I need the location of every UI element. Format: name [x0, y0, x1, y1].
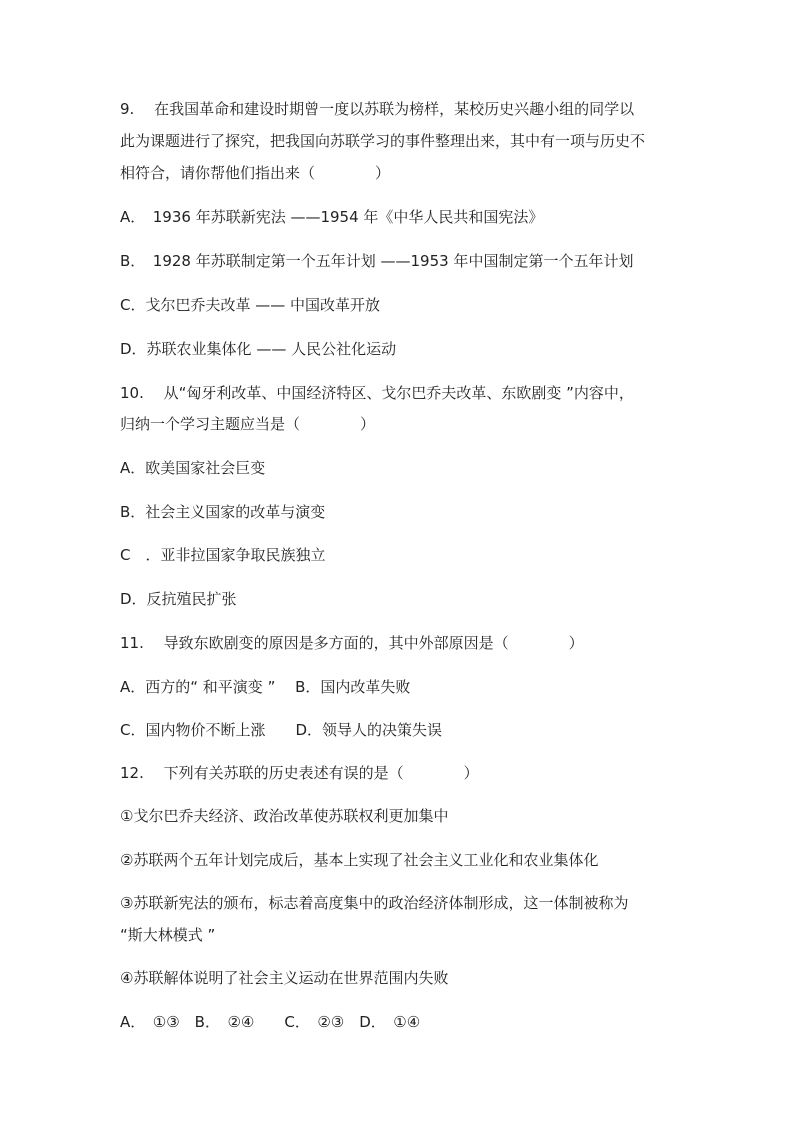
q9-stem-line-2: 此为课题进行了探究，把我国向苏联学习的事件整理出来，其中有一项与历史不 [120, 132, 646, 150]
q12-item-2: ②苏联两个五年计划完成后，基本上实现了社会主义工业化和农业集体化 [120, 851, 599, 869]
q9-stem-line-3: 相符合，请你帮他们指出来（ ） [120, 164, 391, 182]
q12-item-3-line-1: ③苏联新宪法的颁布，标志着高度集中的政治经济体制形成，这一体制被称为 [120, 894, 629, 912]
q9-option-a: A． 1936 年苏联新宪法 ——1954 年《中华人民共和国宪法》 [120, 208, 544, 226]
q9-option-d: D．苏联农业集体化 —— 人民公社化运动 [120, 340, 397, 358]
q9-option-c: C．戈尔巴乔夫改革 —— 中国改革开放 [120, 296, 381, 314]
q11-options-ab: A．西方的“ 和平演变 ” B．国内改革失败 [120, 678, 411, 696]
q10-option-b: B．社会主义国家的改革与演变 [120, 503, 326, 521]
q11-stem: 11. 导致东欧剧变的原因是多方面的，其中外部原因是（ ） [120, 634, 584, 652]
q12-item-3-line-2: “斯大林模式 ” [120, 926, 216, 944]
q9-stem-line-1: 9. 在我国革命和建设时期曾一度以苏联为榜样，某校历史兴趣小组的同学以 [120, 100, 635, 118]
q11-options-cd: C．国内物价不断上涨 D．领导人的决策失误 [120, 721, 443, 739]
q10-option-a: A．欧美国家社会巨变 [120, 459, 266, 477]
q12-options: A． ①③ B． ②④ C． ②③ D． ①④ [120, 1013, 421, 1031]
q10-stem-line-2: 归纳一个学习主题应当是（ ） [120, 415, 376, 433]
q10-option-c: C ．亚非拉国家争取民族独立 [120, 546, 326, 564]
q12-item-1: ①戈尔巴乔夫经济、政治改革使苏联权利更加集中 [120, 807, 449, 825]
q10-stem-line-1: 10. 从“匈牙利改革、中国经济特区、戈尔巴乔夫改革、东欧剧变 ”内容中， [120, 384, 634, 402]
q9-option-b: B． 1928 年苏联制定第一个五年计划 ——1953 年中国制定第一个五年计划 [120, 252, 634, 270]
q12-item-4: ④苏联解体说明了社会主义运动在世界范围内失败 [120, 969, 449, 987]
q12-stem: 12. 下列有关苏联的历史表述有误的是（ ） [120, 764, 479, 782]
q10-option-d: D．反抗殖民扩张 [120, 590, 237, 608]
